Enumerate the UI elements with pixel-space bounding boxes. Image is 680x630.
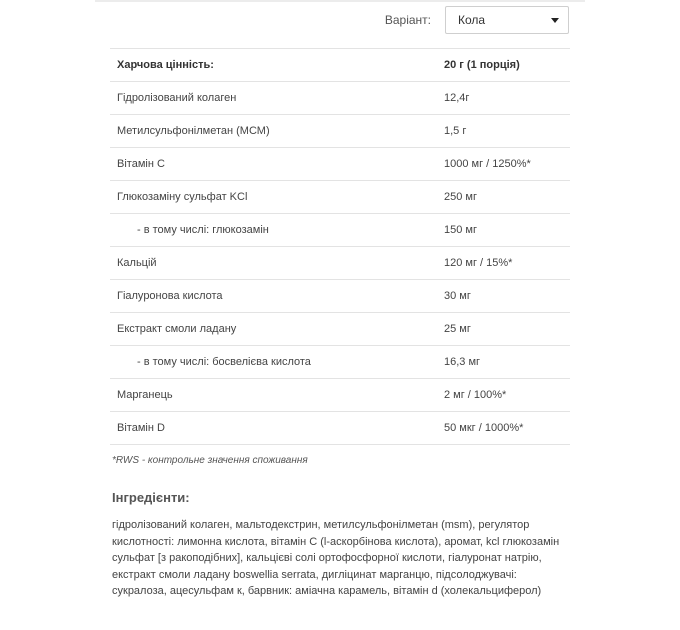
top-divider <box>95 0 585 2</box>
table-row <box>110 247 570 280</box>
nutrient-value: 12,4г <box>437 82 570 115</box>
variant-dropdown[interactable] <box>445 6 569 34</box>
nutrient-value: 25 мг <box>437 313 570 346</box>
nutrient-value: 150 мг <box>437 214 570 247</box>
nutrient-value: 250 мг <box>437 181 570 214</box>
table-row <box>110 82 570 115</box>
nutrient-name: Вітамін С <box>110 148 437 181</box>
table-row <box>110 412 570 445</box>
ingredients-heading: Інгредієнти: <box>112 490 190 505</box>
nutrient-value: 1,5 г <box>437 115 570 148</box>
nutrient-value: 50 мкг / 1000%* <box>437 412 570 445</box>
nutrient-subitem-name: - в тому числі: босвелієва кислота <box>110 346 437 379</box>
table-row <box>110 313 570 346</box>
header-name: Харчова цінність: <box>110 49 437 82</box>
nutrient-name: Гіалуронова кислота <box>110 280 437 313</box>
table-row <box>110 214 570 247</box>
variant-selector <box>385 6 569 34</box>
table-row <box>110 148 570 181</box>
nutrient-value: 30 мг <box>437 280 570 313</box>
nutrient-name: Вітамін D <box>110 412 437 445</box>
table-row <box>110 346 570 379</box>
nutrient-name: Кальцій <box>110 247 437 280</box>
nutrient-name: Гідролізований колаген <box>110 82 437 115</box>
table-row <box>110 379 570 412</box>
table-row <box>110 115 570 148</box>
nutrition-table <box>110 48 570 445</box>
table-row <box>110 280 570 313</box>
nutrient-subitem-name: - в тому числі: глюкозамін <box>110 214 437 247</box>
table-header-row <box>110 49 570 82</box>
nutrient-name: Метилсульфонілметан (МСМ) <box>110 115 437 148</box>
ingredients-text: гідролізований колаген, мальтодекстрин, метилсульфонілметан (msm), регулятор кислотності: лимонна кислота, вітамін С (l-аскорбінова кислота), аромат, kcl глюкозамін сульфат [з ракоподібних], кальцієві солі ортофосфорної кислоти, гіалуронат натрію, екстракт смоли ладану boswellia serrata, дигліцинат марганцю, підсолоджувачі: сукралоза, ацесульфам к, барвник: аміачна карамель, вітамін d (холекальциферол) <box>112 519 560 597</box>
nutrient-value: 16,3 мг <box>437 346 570 379</box>
variant-selected-value: Кола <box>458 13 486 27</box>
table-row <box>110 181 570 214</box>
nutrient-value: 120 мг / 15%* <box>437 247 570 280</box>
nutrient-value: 2 мг / 100%* <box>437 379 570 412</box>
nutrient-name: Марганець <box>110 379 437 412</box>
variant-label: Варіант: <box>384 13 431 27</box>
header-value: 20 г (1 порція) <box>437 49 570 82</box>
nutrient-name: Глюкозаміну сульфат KCl <box>110 181 437 214</box>
nutrient-value: 1000 мг / 1250%* <box>437 148 570 181</box>
rws-footnote: *RWS - контрольне значення споживання <box>112 455 308 466</box>
chevron-down-icon <box>551 18 559 23</box>
nutrient-name: Екстракт смоли ладану <box>110 313 437 346</box>
